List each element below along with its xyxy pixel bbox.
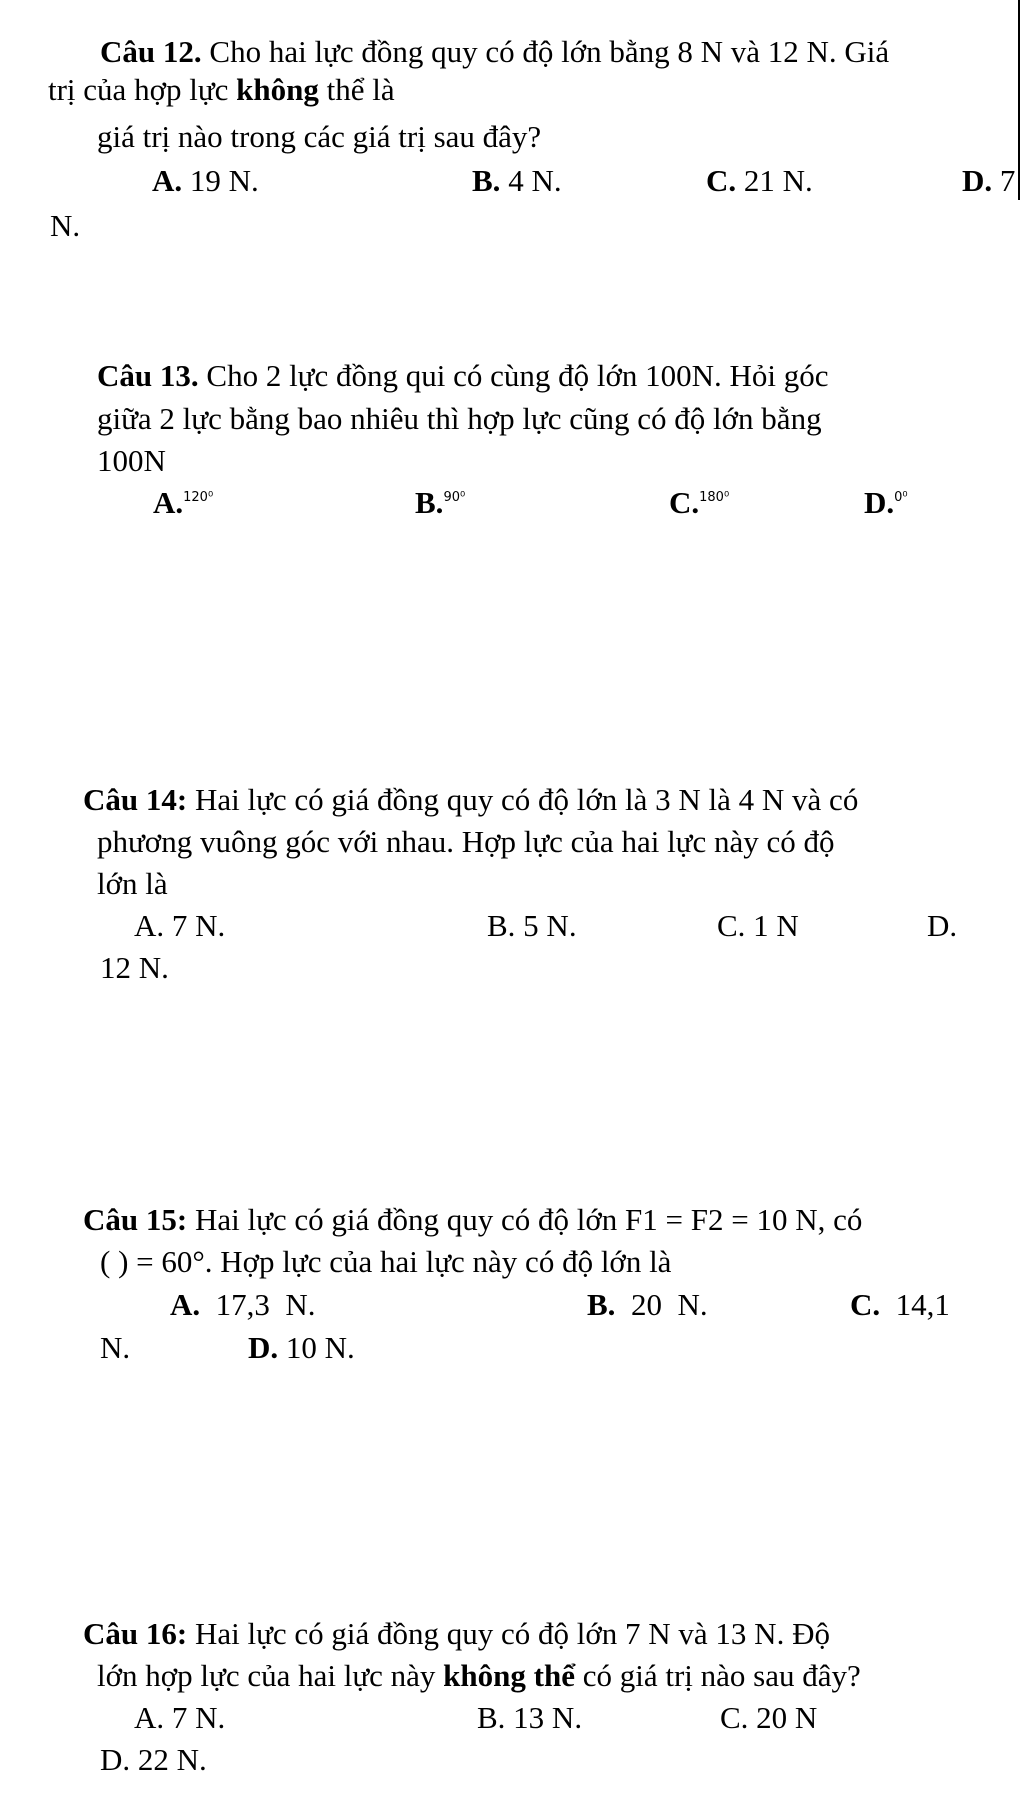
q15-option-a: A. 17,3 N. (170, 1287, 316, 1322)
q13-line-3: 100N (97, 443, 166, 478)
q16-line-2: lớn hợp lực của hai lực này không thể có giá trị nào sau đây? (97, 1658, 861, 1693)
q13-option-c: C.$^{180^0}$ (669, 485, 730, 520)
q14-line-2: phương vuông góc với nhau. Hợp lực của hai lực này có độ (97, 824, 835, 859)
q16-option-d: D. 22 N. (100, 1742, 207, 1777)
q15-option-c: C. 14,1 (850, 1287, 950, 1322)
q14-line-1: Câu 14: Hai lực có giá đồng quy có độ lớn là 3 N là 4 N và có (83, 782, 859, 817)
q12-option-d: D. 7 (962, 163, 1016, 198)
q13-option-b: B.$^{90^0}$ (415, 485, 466, 520)
q14-option-a: A. 7 N. (134, 908, 226, 943)
q15-line-1: Câu 15: Hai lực có giá đồng quy có độ lớn F1 = F2 = 10 N, có (83, 1202, 863, 1237)
q12-line-3: giá trị nào trong các giá trị sau đây? (97, 119, 542, 154)
q15-option-b: B. 20 N. (587, 1287, 708, 1322)
q16-label: Câu 16: (83, 1616, 188, 1651)
q14-option-c: C. 1 N (717, 908, 799, 943)
q12-option-b: B. 4 N. (472, 163, 562, 198)
q12-label: Câu 12. (100, 34, 202, 69)
q15-label: Câu 15: (83, 1202, 188, 1237)
q14-tail: 12 N. (100, 950, 169, 985)
q14-label: Câu 14: (83, 782, 188, 817)
q14-option-b: B. 5 N. (487, 908, 577, 943)
q12-option-c: C. 21 N. (706, 163, 813, 198)
q16-option-b: B. 13 N. (477, 1700, 583, 1735)
q14-option-d: D. (927, 908, 958, 943)
q15-tail: N. (100, 1330, 131, 1365)
q14-line-3: lớn là (97, 866, 168, 901)
q15-option-d: D. 10 N. (248, 1330, 355, 1365)
q13-option-a: A.$^{120^0}$ (153, 485, 214, 520)
q13-line-1: Câu 13. Cho 2 lực đồng qui có cùng độ lớn 100N. Hỏi góc (97, 358, 829, 393)
q16-option-a: A. 7 N. (134, 1700, 226, 1735)
q16-option-c: C. 20 N (720, 1700, 818, 1735)
q16-line-1: Câu 16: Hai lực có giá đồng quy có độ lớn 7 N và 13 N. Độ (83, 1616, 830, 1651)
q13-line-2: giữa 2 lực bằng bao nhiêu thì hợp lực cũng có độ lớn bằng (97, 401, 822, 436)
q12-tail: N. (50, 208, 81, 243)
q13-label: Câu 13. (97, 358, 199, 393)
q12-option-a: A. 19 N. (152, 163, 259, 198)
page-right-border (1018, 0, 1020, 200)
q15-line-2: ( ) = 60°. Hợp lực của hai lực này có độ lớn là (100, 1244, 672, 1279)
q12-line-2: trị của hợp lực không thể là (48, 72, 395, 107)
q12-line-1: Câu 12. Cho hai lực đồng quy có độ lớn bằng 8 N và 12 N. Giá (100, 34, 890, 69)
q13-option-d: D.$^{0^0}$ (864, 485, 908, 520)
